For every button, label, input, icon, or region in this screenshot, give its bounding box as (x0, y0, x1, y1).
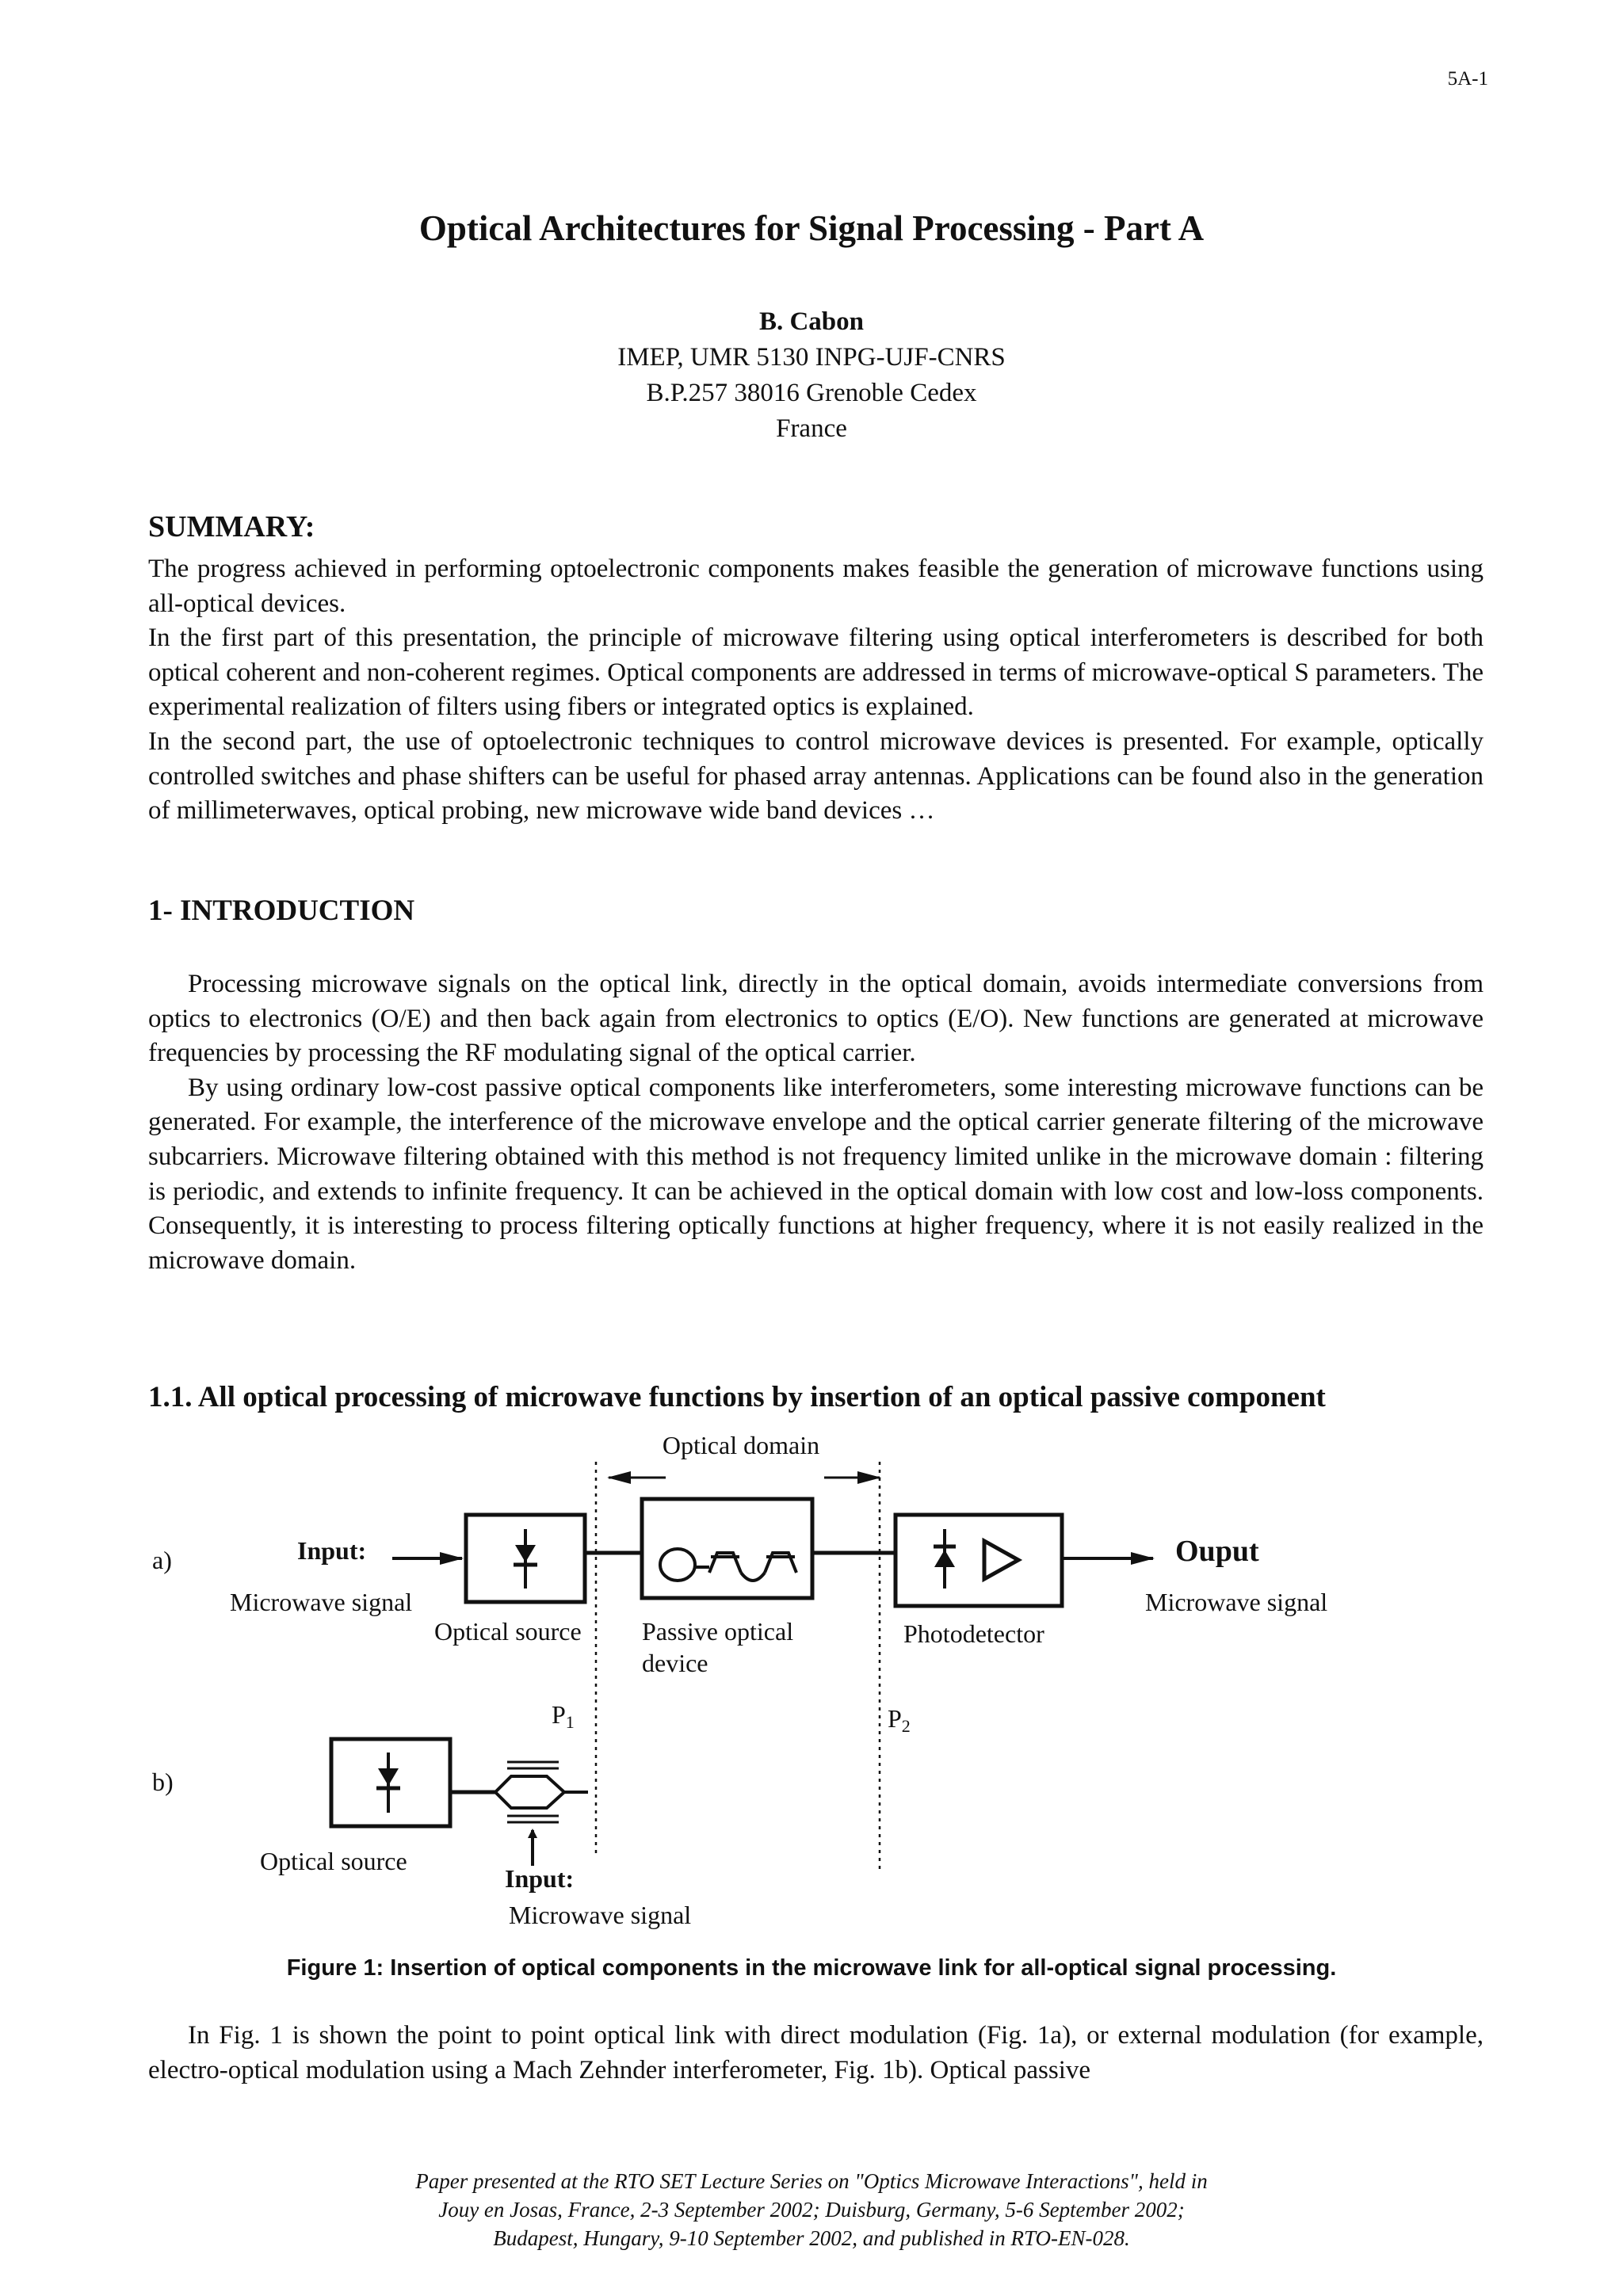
passive-device-line1: Passive optical (642, 1617, 794, 1646)
figure-caption: Figure 1: Insertion of optical components in the microwave link for all-optical signal processing. (286, 1955, 1337, 1981)
after-figure-body (148, 2019, 1484, 2088)
footer-line: Paper presented at the RTO SET Lecture Series on "Optics Microwave Interactions", held in (415, 2169, 1208, 2193)
p1-label (552, 1700, 575, 1732)
mach-zehnder-icon (495, 1762, 588, 1822)
row-a-label: a) (152, 1546, 172, 1574)
p1-letter: P (552, 1700, 566, 1729)
p2-label (888, 1704, 911, 1736)
page-number: 5A-1 (1447, 68, 1488, 90)
summary-heading: SUMMARY: (148, 510, 315, 543)
footer-line: Jouy en Josas, France, 2-3 September 2002; Duisburg, Germany, 5-6 September 2002; (438, 2198, 1185, 2222)
author-name: B. Cabon (758, 307, 865, 336)
optical-domain-label: Optical domain (662, 1431, 820, 1459)
optical-source-a-label: Optical source (434, 1617, 582, 1646)
row-b-label: b) (152, 1768, 174, 1796)
input-b-sub: Microwave signal (509, 1901, 692, 1929)
author-country: France (776, 414, 847, 443)
summary-paragraph: In the second part, the use of optoelectronic techniques to control microwave devices is presented. For example, optically controlled switches and phase shifters can be useful for phased array antennas. Applications can be found also in the generation of millimeterwaves, optical probing, new microwave wide band devices … (148, 727, 1484, 826)
summary-paragraph: In the first part of this presentation, the principle of microwave filtering using optical interferometers is described for both optical coherent and non-coherent regimes. Optical components are addressed in terms of microwave-optical S parameters. The experimental realization of filters using fibers or integrated optics is explained. (148, 624, 1484, 722)
amplifier-icon (984, 1541, 1018, 1579)
summary-paragraph: The progress achieved in performing optoelectronic components makes feasible the generation of microwave functions using all-optical devices. (148, 555, 1484, 618)
author-address: B.P.257 38016 Grenoble Cedex (646, 379, 977, 407)
laser-diode-icon (376, 1753, 400, 1813)
photodetector-box (896, 1515, 1062, 1606)
output-label: Ouput (1175, 1535, 1259, 1568)
p2-letter: P (888, 1704, 902, 1733)
input-a-label: Input: (297, 1536, 367, 1565)
intro-paragraph: By using ordinary low-cost passive optical components like interferometers, some interesting microwave functions can be generated. For example, the interference of the microwave envelope and the optical carrier generate filtering of the microwave subcarriers. Microwave filtering obtained with this method is not frequency limited unlike in the microwave domain : filtering is periodic, and extends to infinite frequency. It can be achieved in the optical domain with low cost and low-loss components. Consequently, it is interesting to process filtering optically functions at higher frequency, where it is not easily realized in the microwave domain. (148, 1073, 1484, 1275)
optical-source-b-label: Optical source (260, 1847, 407, 1875)
footer-line: Budapest, Hungary, 9-10 September 2002, and published in RTO-EN-028. (493, 2226, 1130, 2250)
paper-title: Optical Architectures for Signal Processing - Part A (418, 208, 1205, 248)
p1-subscript: 1 (565, 1712, 575, 1732)
passive-device-box (642, 1499, 812, 1598)
passive-component-icon (660, 1549, 796, 1581)
intro-heading: 1- INTRODUCTION (148, 894, 415, 927)
photodetector-label: Photodetector (903, 1619, 1044, 1648)
photodiode-icon (934, 1529, 956, 1589)
input-a-sub: Microwave signal (230, 1588, 413, 1616)
output-sub: Microwave signal (1145, 1588, 1328, 1616)
intro-paragraph: Processing microwave signals on the optical link, directly in the optical domain, avoids intermediate conversions from optics to electronics (O/E) and then back again from electronics to optics (E/O). New functions are generated at microwave frequencies by processing the RF modulating signal of the optical carrier. (148, 970, 1484, 1068)
laser-diode-icon (514, 1529, 537, 1589)
optical-source-b-box (331, 1739, 450, 1826)
author-affiliation: IMEP, UMR 5130 INPG-UJF-CNRS (617, 343, 1006, 372)
input-b-label: Input: (505, 1864, 575, 1893)
section-heading: 1.1. All optical processing of microwave functions by insertion of an optical passive component (148, 1381, 1326, 1413)
p2-subscript: 2 (901, 1716, 911, 1736)
body-paragraph: In Fig. 1 is shown the point to point optical link with direct modulation (Fig. 1a), or external modulation (for example, electro-optical modulation using a Mach Zehnder interferometer, Fig. 1b). Optical passive (148, 2021, 1484, 2084)
passive-device-line2: device (642, 1649, 708, 1677)
footer-note (0, 2167, 1623, 2252)
